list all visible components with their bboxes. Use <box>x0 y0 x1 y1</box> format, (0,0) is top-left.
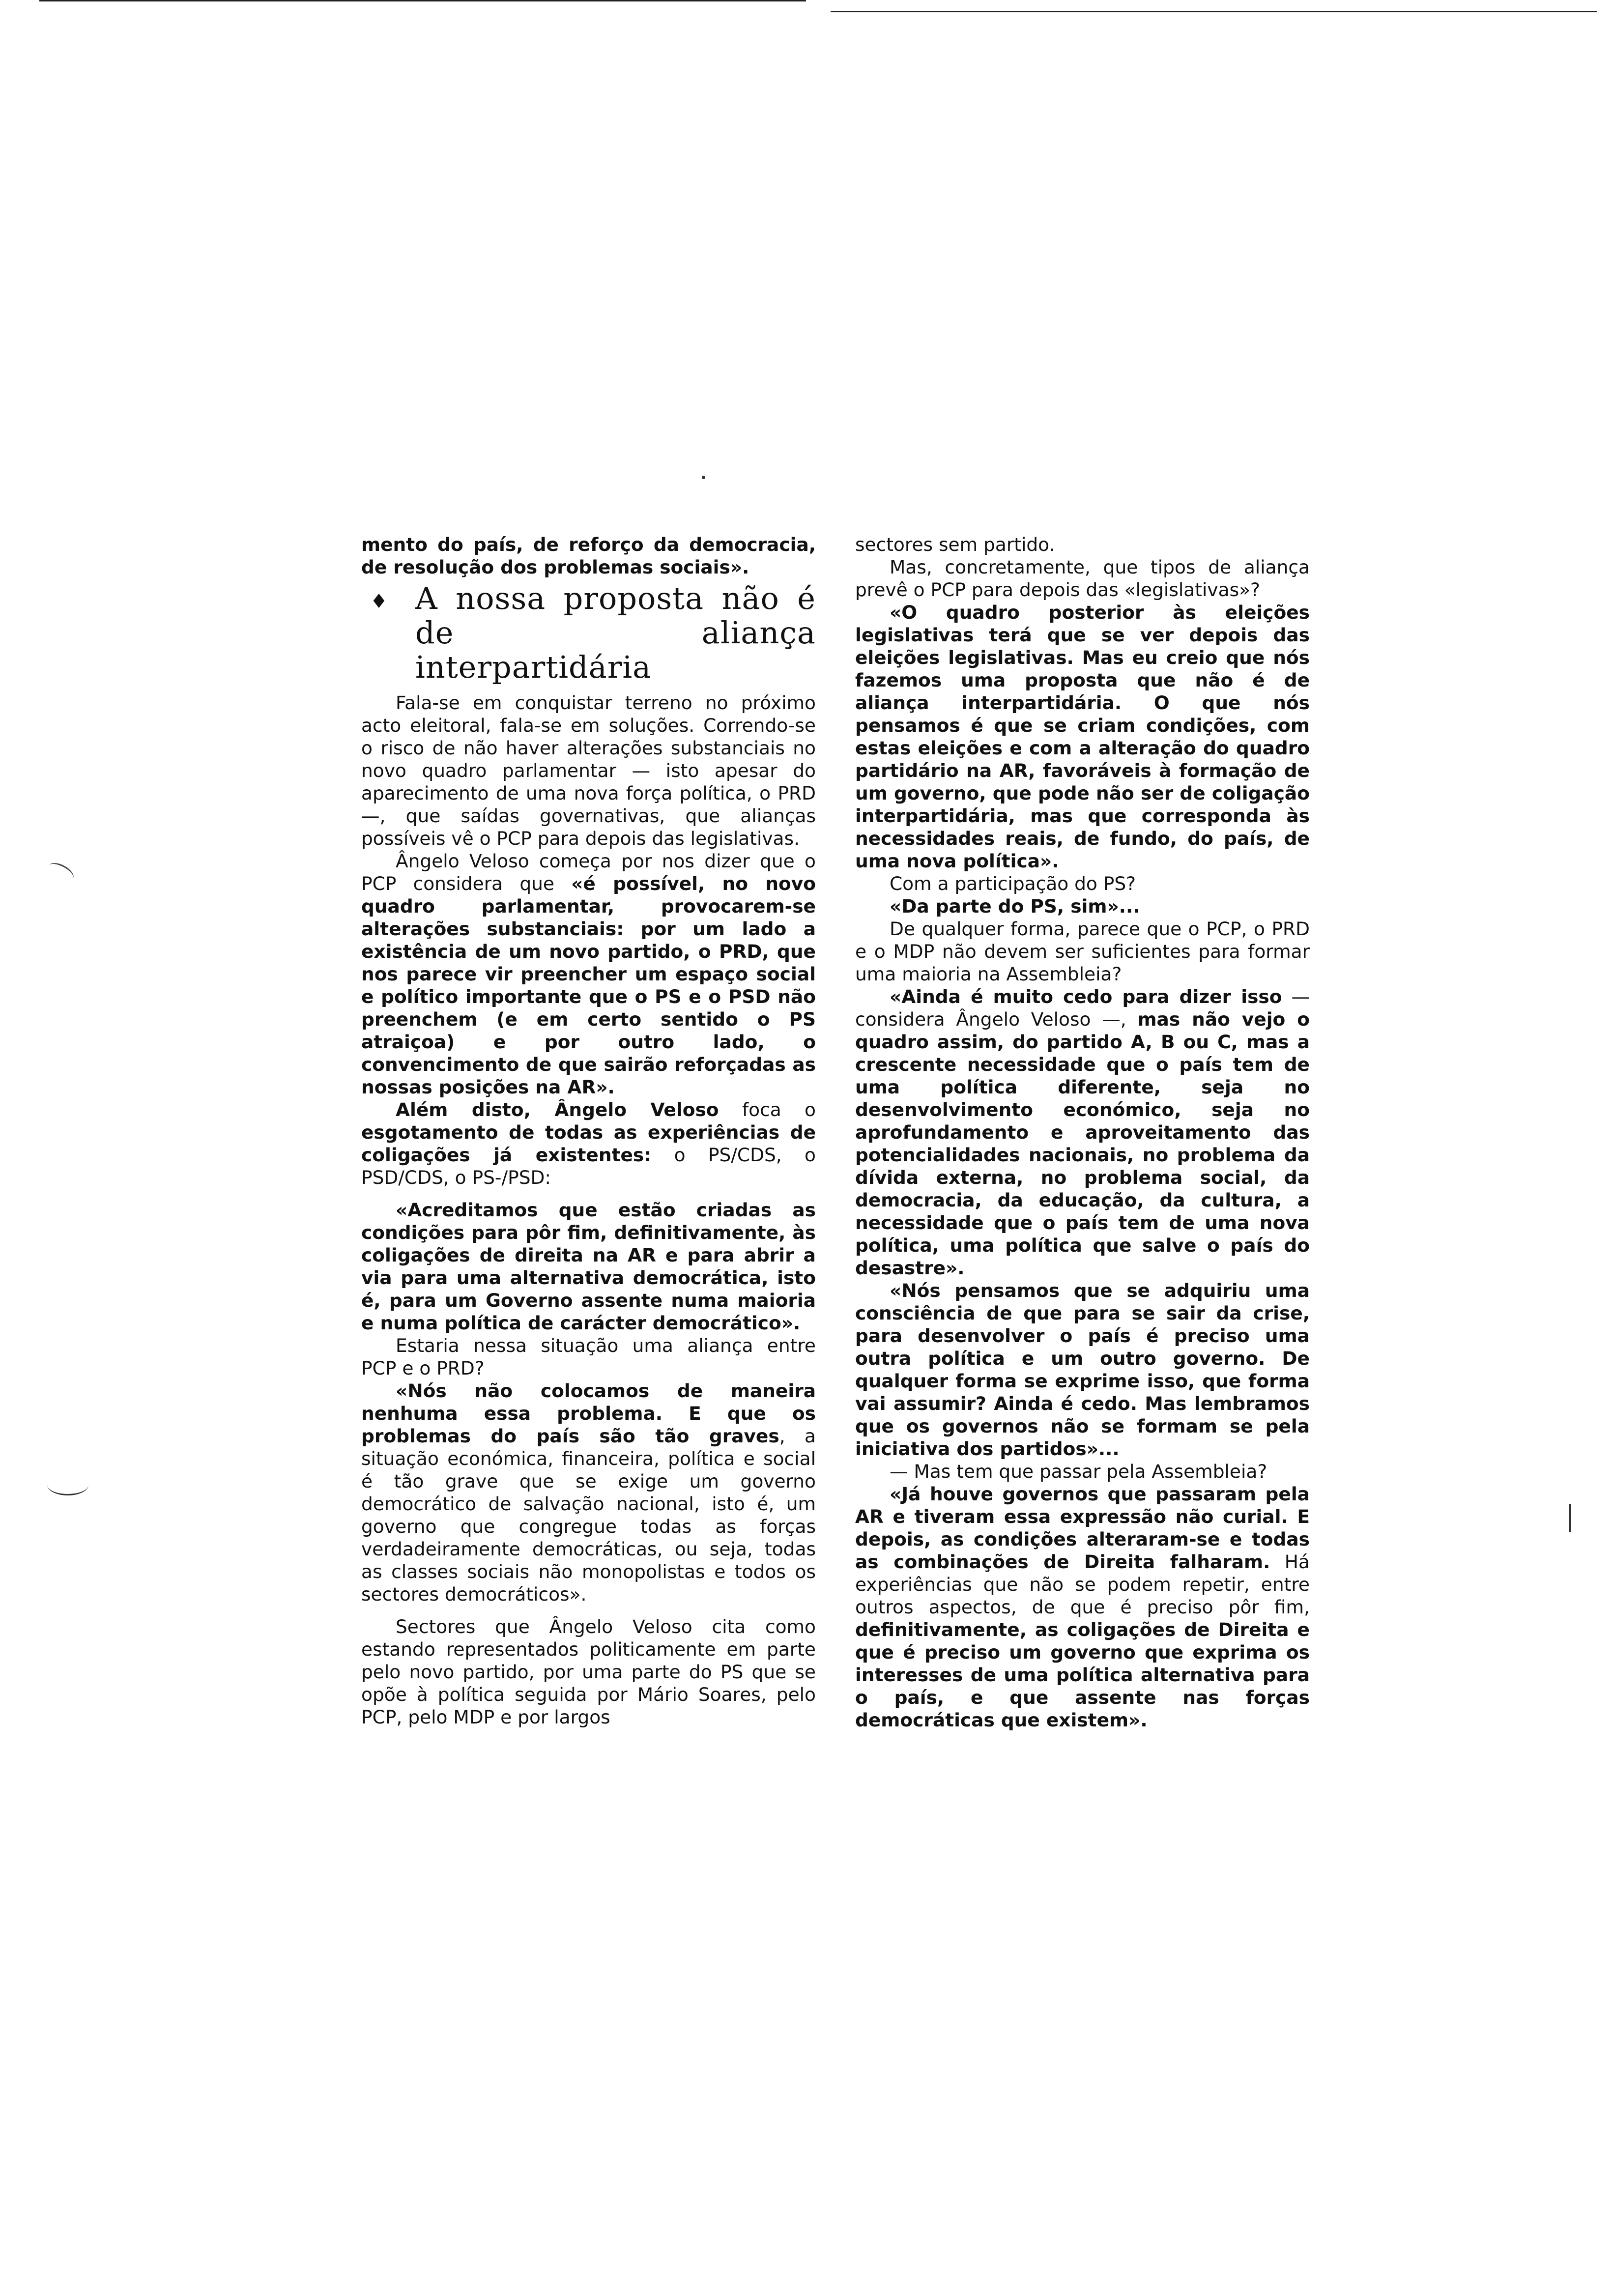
article-column-right <box>855 533 1310 1731</box>
paragraph-r1: sectores sem partido. <box>855 534 1055 555</box>
scan-mark-hole-bottom <box>47 1474 88 1495</box>
paragraph-r6: De qualquer forma, parece que o PCP, o PRD e o MDP não devem ser suficientes para formar uma maioria na Assembleia? <box>855 918 1310 985</box>
scan-mark-right <box>1569 1504 1571 1532</box>
paragraph-r5: «Da parte do PS, sim»... <box>890 895 1140 917</box>
paragraph-5: Estaria nessa situação uma aliança entre PCP e o PRD? <box>361 1335 816 1379</box>
paragraph-3: Além disto, Ângelo Veloso foca o esgotamento de todas as experiências de coligações já existentes: o PS/CDS, o PSD/CDS, o PS-/PSD: <box>361 1099 816 1188</box>
paragraph-6: «Nós não colocamos de maneira nenhuma essa problema. E que os problemas do país são tão graves, a situação económica, financeira, política e social é tão grave que se exige um governo democrático de salvação nacional, isto é, um governo que congregue todas as forças verdadeiramente democráticas, ou seja, todas as classes sociais não monopolistas e todos os sectores democráticos». <box>361 1380 816 1605</box>
paragraph-r2: Mas, concretamente, que tipos de aliança prevê o PCP para depois das «legislativas»? <box>855 556 1310 601</box>
paragraph-1: Fala-se em conquistar terreno no próximo acto eleitoral, fala-se em soluções. Correndo-se o risco de não haver alterações substanciais no novo quadro parlamentar — isto apesar do aparecimento de uma nova força política, o PRD —, que saídas governativas, que alianças possíveis vê o PCP para depois das legislativas. <box>361 692 816 849</box>
article-column-left <box>361 533 816 1728</box>
top-rule-right <box>831 11 1597 12</box>
bullet-icon: ♦ <box>370 590 388 613</box>
top-rule-left <box>39 0 806 1</box>
section-heading <box>361 581 816 685</box>
scan-mark-hole-top <box>45 860 76 885</box>
paragraph-r4: Com a participação do PS? <box>890 873 1136 894</box>
paragraph-r7: «Ainda é muito cedo para dizer isso — considera Ângelo Veloso —, mas não vejo o quadro assim, do partido A, B ou C, mas a crescente necessidade que o país tem de uma política diferente, seja no desenvolvimento económico, seja no aprofundamento e aproveitamento das potencialidades nacionais, no problema da dívida externa, no problema social, da democracia, da educação, da cultura, a necessidade que o país tem de uma nova política, uma política que salve o país do desastre». <box>855 986 1310 1279</box>
paragraph-4: «Acreditamos que estão criadas as condições para pôr fim, definitivamente, às coligações de direita na AR e para abrir a via para uma alternativa democrática, isto é, para um Governo assente numa maioria e numa política de carácter democrático». <box>361 1199 816 1334</box>
paragraph-r10: «Já houve governos que passaram pela AR e tiveram essa expressão não curial. E depois, as condições alteraram-se e todas as combinações de Direita falharam. Há experiências que não se podem repetir, entre outros aspectos, de que é preciso pôr fim, definitivamente, as coligações de Direita e que é preciso um governo que exprima os interesses de uma política alternativa para o país, e que assente nas forças democráticas que existem». <box>855 1483 1310 1731</box>
paragraph-intro: mento do país, de reforço da democracia, de resolução dos problemas sociais». <box>361 534 816 578</box>
paragraph-r3: «O quadro posterior às eleições legislativas terá que se ver depois das eleições legislativas. Mas eu creio que nós fazemos uma proposta que não é de aliança interpartidária. O que nós pensamos é que se criam condições, com estas eleições e com a alteração do quadro partidário na AR, favoráveis à formação de um governo, que pode não ser de coligação interpartidária, mas que corresponda às necessidades reais, de fundo, do país, de uma nova política». <box>855 602 1310 872</box>
paragraph-r9: — Mas tem que passar pela Assembleia? <box>890 1461 1267 1482</box>
paragraph-2: Ângelo Veloso começa por nos dizer que o PCP considera que «é possível, no novo quadro parlamentar, provocarem-se alterações substanciais: por um lado a existência de um novo partido, o PRD, que nos parece vir preencher um espaço social e político importante que o PS e o PSD não preenchem (e em certo sentido o PS atraiçoa) e por outro lado, o convencimento de que sairão reforçadas as nossas posições na AR». <box>361 850 816 1098</box>
scan-mark-dot <box>702 476 705 479</box>
section-heading-text: A nossa proposta não é de aliança interpartidária <box>415 580 816 685</box>
paragraph-r8: «Nós pensamos que se adquiriu uma consciência de que para se sair da crise, para desenvolver o país é preciso uma outra política e um outro governo. De qualquer forma se exprime isso, que forma vai assumir? Ainda é cedo. Mas lembramos que os governos não se formam se pela iniciativa dos partidos»... <box>855 1280 1310 1460</box>
paragraph-7: Sectores que Ângelo Veloso cita como estando representados politicamente em parte pelo novo partido, por uma parte do PS que se opõe à política seguida por Mário Soares, pelo PCP, pelo MDP e por largos <box>361 1616 816 1728</box>
